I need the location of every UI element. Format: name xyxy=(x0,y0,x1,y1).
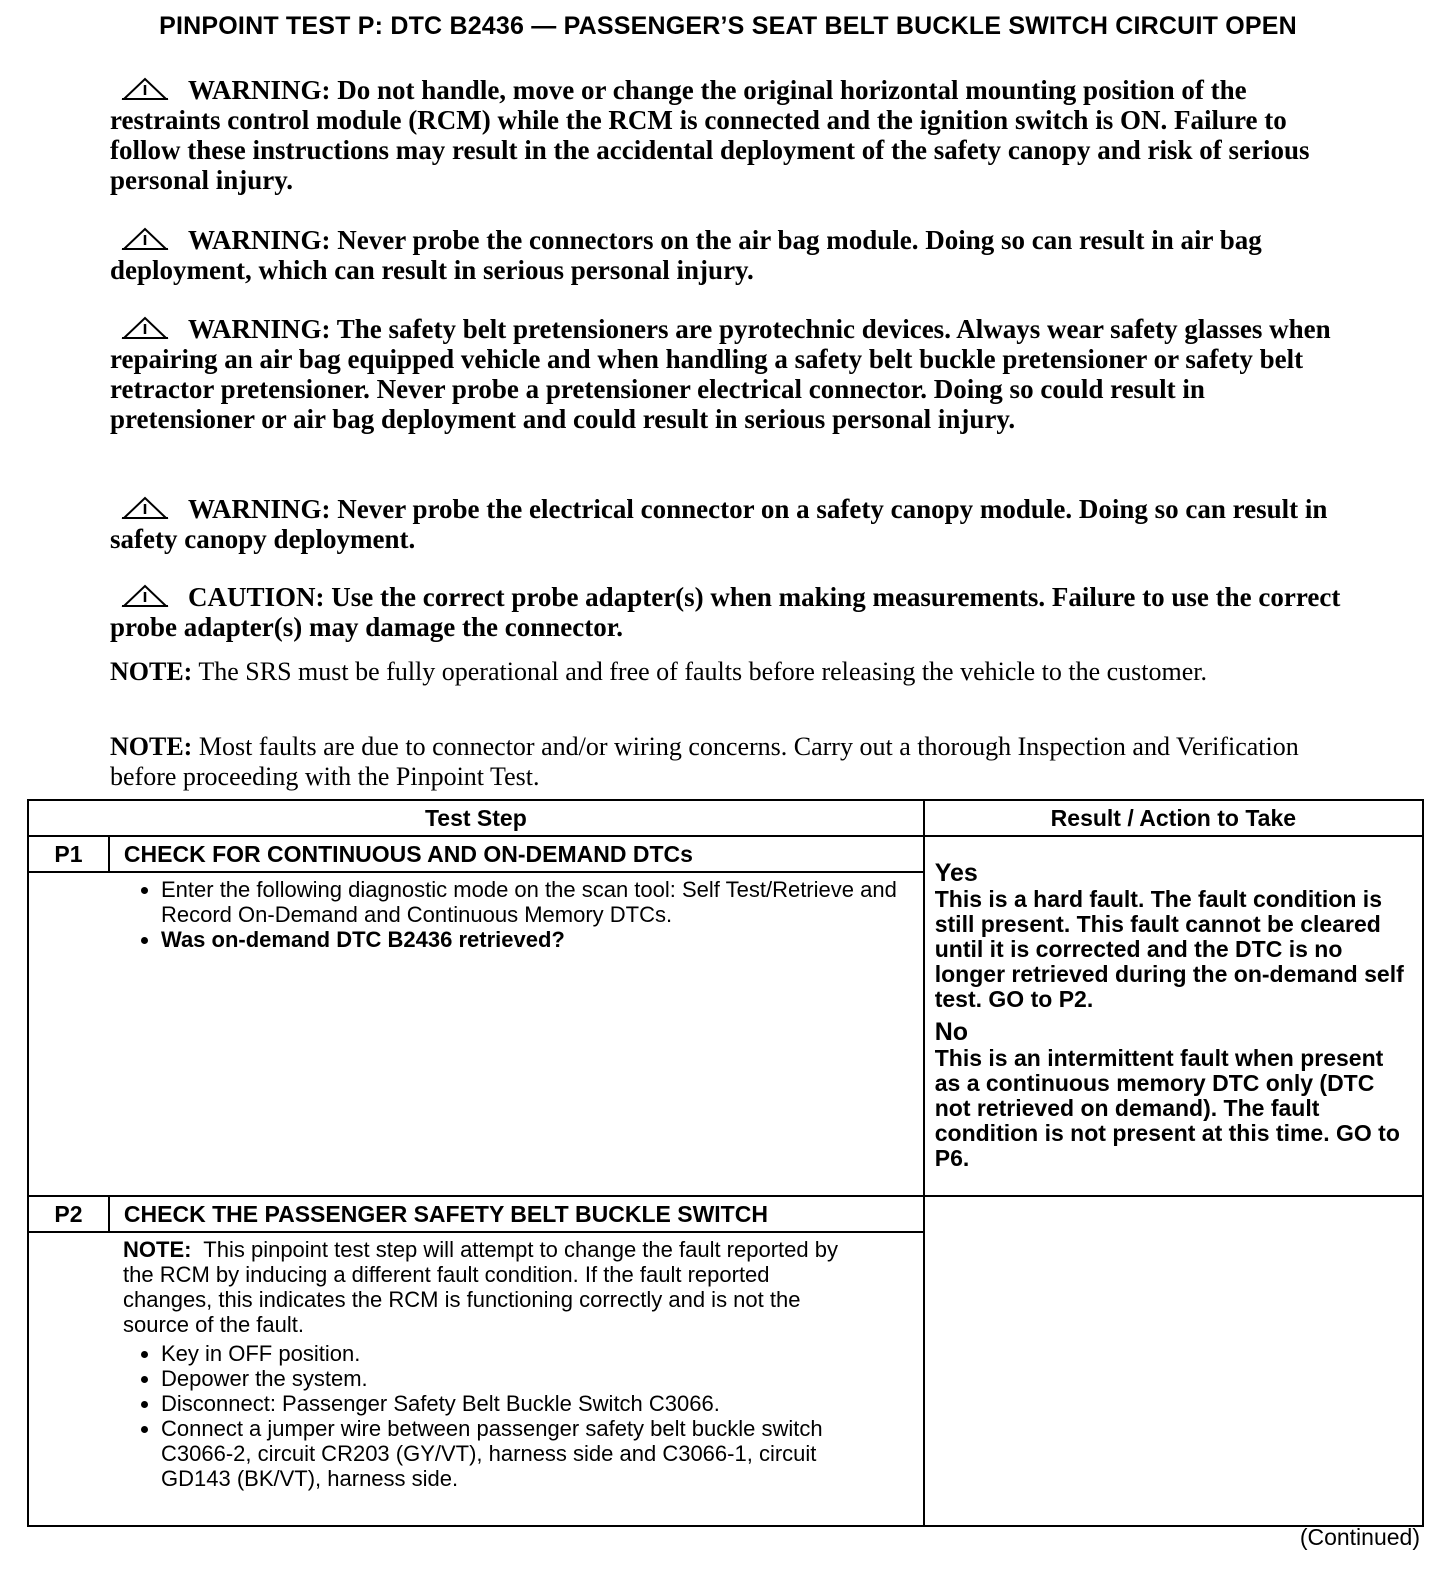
step-id: P2 xyxy=(28,1196,109,1232)
result-yes-label: Yes xyxy=(934,859,978,887)
step-p1-header xyxy=(28,836,1423,872)
warning-text: Use the correct probe adapter(s) when making measurements. Failure to use the correct probe adapter(s) may damage the connector. xyxy=(110,582,1341,642)
header-result: Result / Action to Take xyxy=(924,800,1423,836)
warning-label: WARNING: xyxy=(188,494,331,524)
warning-triangle-icon xyxy=(120,584,170,608)
step-question: • Was on-demand DTC B2436 retrieved? xyxy=(161,927,909,952)
table-header xyxy=(28,800,1423,836)
step-p1-result: Yes This is a hard fault. The fault condition is still present. This fault cannot be cleared until it is corrected and the DTC is no longer retrieved during the on-demand self test. GO to P2. No This is an intermittent fault when present as a continuous memory DTC only (DTC not retrieved on demand). The fault condition is not present at this time. GO to P6. xyxy=(924,836,1423,1196)
continued-label: (Continued) xyxy=(1299,1524,1420,1550)
warning-block xyxy=(110,225,1350,285)
warning-label: WARNING: xyxy=(188,225,331,255)
warning-triangle-icon xyxy=(120,316,170,340)
header-test-step: Test Step xyxy=(28,800,924,836)
warning-block xyxy=(110,494,1350,554)
step-title: CHECK FOR CONTINUOUS AND ON-DEMAND DTCs xyxy=(109,836,924,872)
warning-text: Never probe the electrical connector on a safety canopy module. Doing so can result in safety canopy deployment. xyxy=(110,494,1328,554)
page-title: PINPOINT TEST P: DTC B2436 — PASSENGER’S SEAT BELT BUCKLE SWITCH CIRCUIT OPEN xyxy=(159,12,1297,40)
goto-link[interactable]: P6 xyxy=(934,1145,963,1171)
warning-triangle-icon xyxy=(120,496,170,520)
warning-block xyxy=(110,582,1350,642)
step-bullet: • Key in OFF position. xyxy=(161,1341,863,1366)
step-title: CHECK THE PASSENGER SAFETY BELT BUCKLE SWITCH xyxy=(109,1196,924,1232)
step-p2-result xyxy=(924,1196,1423,1526)
step-p2-header xyxy=(28,1196,1423,1232)
step-bullet: • Depower the system. xyxy=(161,1366,863,1391)
warning-text: Do not handle, move or change the original horizontal mounting position of the restraints control module (RCM) while the RCM is connected and the ignition switch is ON. Failure to follow these instructions may result in the accidental deployment of the safety canopy and risk of serious personal injury. xyxy=(110,75,1310,195)
step-note: NOTE: This pinpoint test step will attempt to change the fault reported by the RCM by inducing a different fault condition. If the fault reported changes, this indicates the RCM is functioning correctly and is not the source of the fault. xyxy=(123,1237,838,1337)
step-bullet: • Disconnect: Passenger Safety Belt Buckle Switch C3066. xyxy=(161,1391,863,1416)
warning-block xyxy=(110,314,1350,434)
warning-label: WARNING: xyxy=(188,314,331,344)
note-2: NOTE: Most faults are due to connector and/or wiring concerns. Carry out a thorough Inspection and Verification before proceeding with the Pinpoint Test. xyxy=(110,732,1299,791)
warning-block xyxy=(110,75,1350,195)
warning-text: Never probe the connectors on the air bag module. Doing so can result in air bag deployment, which can result in serious personal injury. xyxy=(110,225,1262,285)
warning-triangle-icon xyxy=(120,227,170,251)
note-1: NOTE: The SRS must be fully operational and free of faults before releasing the vehicle to the customer. xyxy=(110,657,1208,686)
result-no-label: No xyxy=(934,1018,969,1046)
pinpoint-test-table xyxy=(27,799,1424,1527)
step-id: P1 xyxy=(28,836,109,872)
warning-label: CAUTION: xyxy=(188,582,325,612)
step-bullet: • Connect a jumper wire between passenger safety belt buckle switch C3066-2, circuit CR203 (GY/VT), harness side and C3066-1, circuit GD143 (BK/VT), harness side. xyxy=(161,1416,863,1491)
warning-triangle-icon xyxy=(120,77,170,101)
warning-label: WARNING: xyxy=(188,75,331,105)
step-bullet: • Enter the following diagnostic mode on the scan tool: Self Test/Retrieve and Record On-Demand and Continuous Memory DTCs. xyxy=(161,877,909,927)
warning-text: The safety belt pretensioners are pyrotechnic devices. Always wear safety glasses when repairing an air bag equipped vehicle and when handling a safety belt buckle pretensioner or safety belt retractor pretensioner. Never probe a pretensioner electrical connector. Doing so could result in pretensioner or air bag deployment and could result in serious personal injury. xyxy=(110,314,1331,434)
goto-link[interactable]: P2 xyxy=(1058,986,1087,1012)
